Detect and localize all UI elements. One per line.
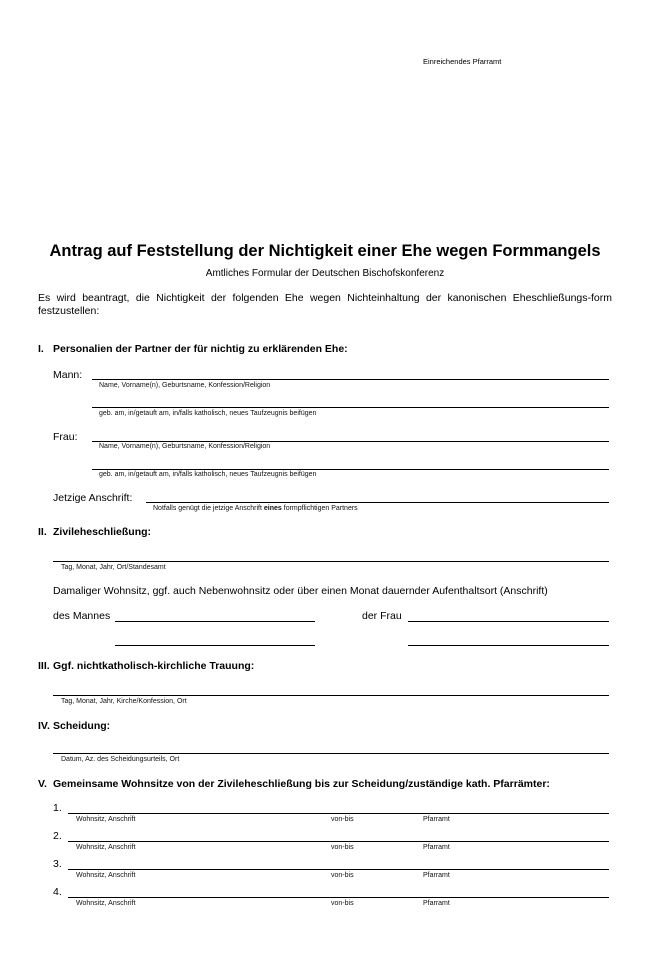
residence-row-2-parish-hint: Pfarramt [423,844,450,851]
woman-name-field[interactable] [92,441,609,442]
residence-row-1-address-hint: Wohnsitz, Anschrift [76,816,136,823]
woman-birth-field[interactable] [92,469,609,470]
residence-row-3-number: 3. [53,858,62,870]
church-wedding-field[interactable] [53,695,609,696]
wife-residence-field-1[interactable] [408,621,609,622]
man-name-hint: Name, Vorname(n), Geburtsname, Konfession/Religion [99,382,271,389]
man-birth-field[interactable] [92,407,609,408]
residence-row-2-address-hint: Wohnsitz, Anschrift [76,844,136,851]
section-1-heading: I. Personalien der Partner der für nichtig zu erklärenden Ehe: [38,343,348,355]
residence-row-3-parish-hint: Pfarramt [423,872,450,879]
residence-row-4-field[interactable] [68,897,609,898]
residence-row-2-number: 2. [53,830,62,842]
section-3-heading: III. Ggf. nichtkatholisch-kirchliche Trauung: [38,660,255,672]
man-birth-hint: geb. am, in/getauft am, in/falls katholisch, neues Taufzeugnis beifügen [99,410,317,417]
husband-label: des Mannes [53,610,111,622]
current-address-label: Jetzige Anschrift: [53,492,133,504]
residence-row-3-address-hint: Wohnsitz, Anschrift [76,872,136,879]
residence-row-1-period-hint: von-bis [331,816,354,823]
woman-label: Frau: [53,431,78,443]
woman-name-hint: Name, Vorname(n), Geburtsname, Konfession/Religion [99,443,271,450]
residence-row-1-field[interactable] [68,813,609,814]
section-2-heading: II. Zivileheschließung: [38,526,152,538]
residence-row-3-period-hint: von-bis [331,872,354,879]
section-4-heading: IV. Scheidung: [38,720,111,732]
residence-row-1-number: 1. [53,802,62,814]
intro-text: Es wird beantragt, die Nichtigkeit der folgenden Ehe wegen Nichteinhaltung der kanonischen Eheschließungs-form festzustellen: [38,292,612,317]
residence-text: Damaliger Wohnsitz, ggf. auch Nebenwohnsitz oder über einen Monat dauernder Aufenthaltsort (Anschrift) [53,585,548,597]
current-address-hint: Notfalls genügt die jetzige Anschrift eines formpflichtigen Partners [153,505,358,512]
wife-residence-field-2[interactable] [408,645,609,646]
husband-residence-field-1[interactable] [115,621,315,622]
man-name-field[interactable] [92,379,609,380]
civil-marriage-field[interactable] [53,561,609,562]
residence-row-4-number: 4. [53,886,62,898]
residence-row-3-field[interactable] [68,869,609,870]
residence-row-4-address-hint: Wohnsitz, Anschrift [76,900,136,907]
current-address-field[interactable] [146,502,609,503]
residence-row-1-parish-hint: Pfarramt [423,816,450,823]
church-wedding-hint: Tag, Monat, Jahr, Kirche/Konfession, Ort [61,698,187,705]
residence-row-4-period-hint: von-bis [331,900,354,907]
form-title: Antrag auf Feststellung der Nichtigkeit einer Ehe wegen Formmangels [49,242,601,260]
residence-row-4-parish-hint: Pfarramt [423,900,450,907]
man-label: Mann: [53,369,83,381]
husband-residence-field-2[interactable] [115,645,315,646]
divorce-hint: Datum, Az. des Scheidungsurteils, Ort [61,756,180,763]
woman-birth-hint: geb. am, in/getauft am, in/falls katholisch, neues Taufzeugnis beifügen [99,471,317,478]
form-subtitle: Amtliches Formular der Deutschen Bischofskonferenz [205,268,445,279]
section-5-heading: V. Gemeinsame Wohnsitze von der Zivileheschließung bis zur Scheidung/zuständige kath. Pfarrämter: [38,778,550,790]
submitting-parish-label: Einreichendes Pfarramt [423,57,502,66]
residence-row-2-period-hint: von-bis [331,844,354,851]
civil-marriage-hint: Tag, Monat, Jahr, Ort/Standesamt [61,564,166,571]
wife-label: der Frau [362,610,402,622]
divorce-field[interactable] [53,753,609,754]
residence-row-2-field[interactable] [68,841,609,842]
